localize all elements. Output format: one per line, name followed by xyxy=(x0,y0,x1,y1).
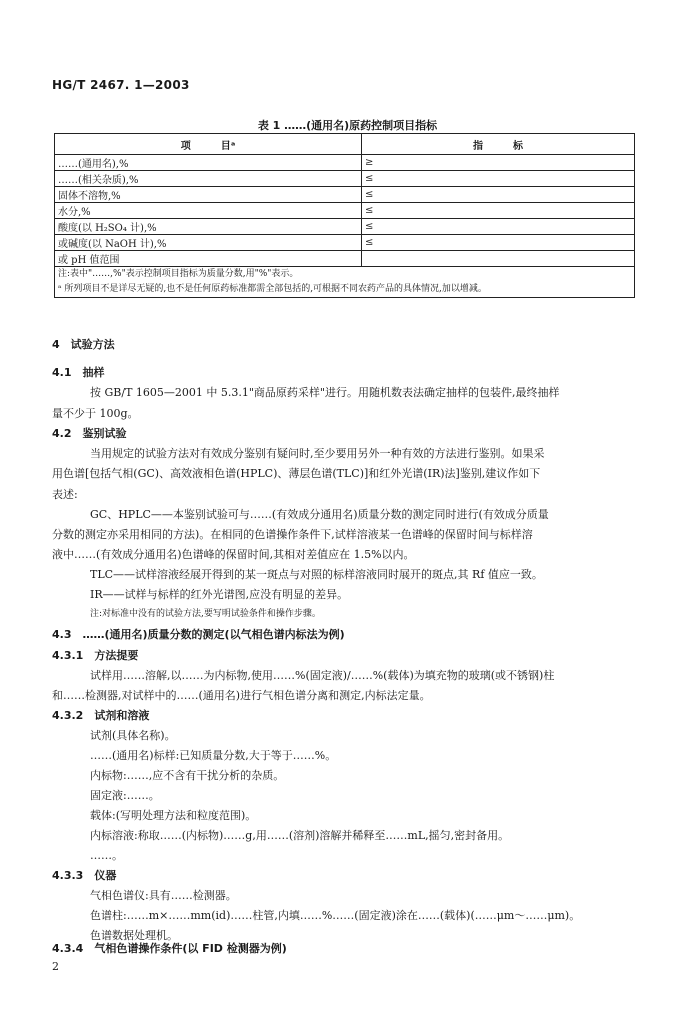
table-note-2: ᵃ 所列项目不是详尽无疑的,也不是任何原药标准都需全部包括的,可根据不同农药产品的具体情况,加以增减。 xyxy=(58,284,487,294)
row-symbol: ≤ xyxy=(362,219,407,235)
row-symbol: ≤ xyxy=(362,203,407,219)
section-4-3-2-line: 内标溶液:称取……(内标物)……g,用……(溶剂)溶解并稀释至……mL,摇匀,密封备用。 xyxy=(90,829,510,842)
row-name: 水分,% xyxy=(55,203,362,219)
row-symbol: ≤ xyxy=(362,235,407,251)
table-row xyxy=(55,235,635,251)
table-row xyxy=(55,203,635,219)
table-row xyxy=(55,251,635,267)
table-row xyxy=(55,187,635,203)
section-4-1-line: 按 GB/T 1605—2001 中 5.3.1"商品原药采样"进行。用随机数表法确定抽样的包装件,最终抽样 xyxy=(90,386,560,399)
section-4-2-line: 分数的测定亦采用相同的方法)。在相同的色谱操作条件下,试样溶液某一色谱峰的保留时间与标样溶 xyxy=(52,528,533,541)
section-4-3-1-title: 4.3.1 方法提要 xyxy=(52,649,139,662)
row-name: 酸度(以 H₂SO₄ 计),% xyxy=(55,219,362,235)
section-4-2-note: 注:对标准中没有的试验方法,要写明试验条件和操作步骤。 xyxy=(90,609,321,619)
row-symbol: ≤ xyxy=(362,187,407,203)
section-4-3-2-line: ……。 xyxy=(90,849,123,862)
table-note-row xyxy=(55,267,635,298)
table-row xyxy=(55,155,635,171)
section-4-2-line: 表述: xyxy=(52,488,78,501)
row-symbol: ≤ xyxy=(362,171,407,187)
row-value xyxy=(406,235,635,251)
row-value xyxy=(406,251,635,267)
page-number: 2 xyxy=(52,960,59,973)
standard-code: HG/T 2467. 1—2003 xyxy=(52,78,190,92)
section-4-2-line: 当用规定的试验方法对有效成分鉴别有疑问时,至少要用另外一种有效的方法进行鉴别。如果采 xyxy=(90,447,545,460)
section-4-1-title: 4.1 抽样 xyxy=(52,366,105,379)
row-value xyxy=(406,203,635,219)
row-value xyxy=(406,219,635,235)
section-4-3-3-line: 色谱柱:……m×……mm(id)……柱管,内填……%……(固定液)涂在……(载体)(……μm～……μm)。 xyxy=(90,909,581,922)
section-4-2-line: IR——试样与标样的红外光谱图,应没有明显的差异。 xyxy=(90,588,349,601)
section-4-3-3-line: 色谱数据处理机。 xyxy=(90,929,178,942)
section-4-3-2-line: 载体:(写明处理方法和粒度范围)。 xyxy=(90,809,257,822)
table-note-1: 注:表中"……,%"表示控制项目指标为质量分数,用"%"表示。 xyxy=(58,269,299,279)
row-value xyxy=(406,171,635,187)
section-4-2-line: TLC——试样溶液经展开得到的某一斑点与对照的标样溶液同时展开的斑点,其 Rf 值应一致。 xyxy=(90,568,543,581)
table-caption: 表 1 ……(通用名)原药控制项目指标 xyxy=(257,119,438,132)
section-4-3-title: 4.3 ……(通用名)质量分数的测定(以气相色谱内标法为例) xyxy=(52,628,345,641)
row-name: 或 pH 值范围 xyxy=(55,251,362,267)
section-4-2-title: 4.2 鉴别试验 xyxy=(52,427,127,440)
row-value xyxy=(406,155,635,171)
table-row xyxy=(55,219,635,235)
section-4-1-line: 量不少于 100g。 xyxy=(52,407,139,420)
section-4-3-3-line: 气相色谱仪:具有……检测器。 xyxy=(90,889,237,902)
col-spec-header: 指 标 xyxy=(362,134,635,155)
row-name: 或碱度(以 NaOH 计),% xyxy=(55,235,362,251)
section-4-3-2-line: 内标物:……,应不含有干扰分析的杂质。 xyxy=(90,769,285,782)
section-4-3-1-line: 试样用……溶解,以……为内标物,使用……%(固定液)/……%(载体)为填充物的玻璃(或不锈钢)柱 xyxy=(90,669,555,682)
row-symbol xyxy=(362,251,407,267)
section-4-3-2-title: 4.3.2 试剂和溶液 xyxy=(52,709,150,722)
section-4-3-2-line: 试剂(具体名称)。 xyxy=(90,729,176,742)
spec-table xyxy=(54,133,635,298)
row-symbol: ≥ xyxy=(362,155,407,171)
section-4-2-line: 用色谱[包括气相(GC)、高效液相色谱(HPLC)、薄层色谱(TLC)]和红外光谱(IR)法]鉴别,建议作如下 xyxy=(52,467,541,480)
section-4-3-1-line: 和……检测器,对试样中的……(通用名)进行气相色谱分离和测定,内标法定量。 xyxy=(52,689,431,702)
section-4-3-2-line: ……(通用名)标样:已知质量分数,大于等于……%。 xyxy=(90,749,337,762)
row-name: 固体不溶物,% xyxy=(55,187,362,203)
section-4-2-line: GC、HPLC——本鉴别试验可与……(有效成分通用名)质量分数的测定同时进行(有效成分质量 xyxy=(90,508,549,521)
row-value xyxy=(406,187,635,203)
section-4-3-4-title: 4.3.4 气相色谱操作条件(以 FID 检测器为例) xyxy=(52,942,287,955)
section-4-2-line: 液中……(有效成分通用名)色谱峰的保留时间,其相对差值应在 1.5%以内。 xyxy=(52,548,415,561)
section-4-3-3-title: 4.3.3 仪器 xyxy=(52,869,117,882)
section-4-3-2-line: 固定液:……。 xyxy=(90,789,160,802)
section-4-title: 4 试验方法 xyxy=(52,338,115,351)
table-row xyxy=(55,171,635,187)
table-header-row xyxy=(55,134,635,155)
row-name: ……(通用名),% xyxy=(55,155,362,171)
col-item-header: 项 目ᵃ xyxy=(55,134,362,155)
row-name: ……(相关杂质),% xyxy=(55,171,362,187)
